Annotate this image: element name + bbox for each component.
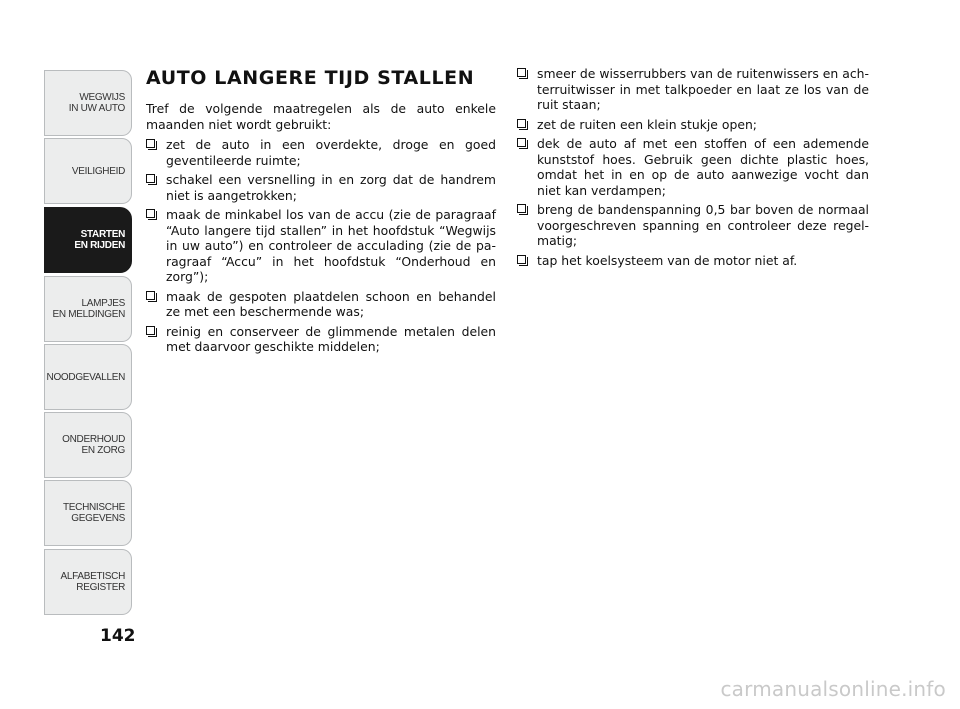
list-item: schakel een versnelling in en zorg dat de handrem niet is aangetrokken; <box>146 172 496 203</box>
section-title: AUTO LANGERE TIJD STALLEN <box>146 67 475 89</box>
list-item: maak de minkabel los van de accu (zie de paragraaf “Auto langere tijd stallen” in het hoofdstuk “Wegwijs in uw auto”) en controleer de acculading (zie de paragraaf “Accu” in het hoofdstuk “Onderhoud en zorg”); <box>146 207 496 285</box>
checkbox-bullet-icon <box>517 255 526 264</box>
tab-wegwijs[interactable]: WEGWIJS IN UW AUTO <box>44 70 132 136</box>
tab-noodgevallen[interactable]: NOODGEVALLEN <box>44 344 132 410</box>
list-item: dek de auto af met een stoffen of een ademende kunststof hoes. Gebruik geen dichte plastic hoes, omdat het in en op de auto aanwezige vocht dan niet kan verdampen; <box>517 136 869 198</box>
tab-starten-en-rijden[interactable]: STARTEN EN RIJDEN <box>44 207 132 273</box>
checkbox-bullet-icon <box>517 119 526 128</box>
tab-technische-gegevens[interactable]: TECHNISCHE GEGEVENS <box>44 480 132 546</box>
checkbox-bullet-icon <box>517 138 526 147</box>
checkbox-bullet-icon <box>146 291 155 300</box>
checkbox-bullet-icon <box>146 139 155 148</box>
list-item: zet de ruiten een klein stukje open; <box>517 117 869 133</box>
tab-veiligheid[interactable]: VEILIGHEID <box>44 138 132 204</box>
checkbox-bullet-icon <box>146 174 155 183</box>
list-item: smeer de wisserrubbers van de ruitenwissers en achterruitwisser in met talkpoeder en laat ze los van de ruit staan; <box>517 66 869 113</box>
tab-onderhoud[interactable]: ONDERHOUD EN ZORG <box>44 412 132 478</box>
list-item: breng de bandenspanning 0,5 bar boven de normaal voorgeschreven spanning en controleer deze regelmatig; <box>517 202 869 249</box>
list-item: reinig en conserveer de glimmende metalen delen met daarvoor geschikte middelen; <box>146 324 496 355</box>
list-item: zet de auto in een overdekte, droge en goed geventileerde ruimte; <box>146 137 496 168</box>
left-column <box>146 66 496 359</box>
list-item: tap het koelsysteem van de motor niet af. <box>517 253 869 269</box>
tab-alfabetisch-register[interactable]: ALFABETISCH REGISTER <box>44 549 132 615</box>
checkbox-bullet-icon <box>517 204 526 213</box>
checklist-left <box>146 137 496 355</box>
checkbox-bullet-icon <box>146 209 155 218</box>
tab-lampjes[interactable]: LAMPJES EN MELDINGEN <box>44 276 132 342</box>
list-item: maak de gespoten plaatdelen schoon en behandel ze met een beschermende was; <box>146 289 496 320</box>
checkbox-bullet-icon <box>517 68 526 77</box>
checklist-right <box>517 66 869 268</box>
right-column <box>517 66 869 272</box>
watermark: carmanualsonline.info <box>720 677 946 701</box>
checkbox-bullet-icon <box>146 326 155 335</box>
intro-text: Tref de volgende maatregelen als de auto enkele maanden niet wordt gebruikt: <box>146 101 496 132</box>
page-number: 142 <box>100 626 136 646</box>
